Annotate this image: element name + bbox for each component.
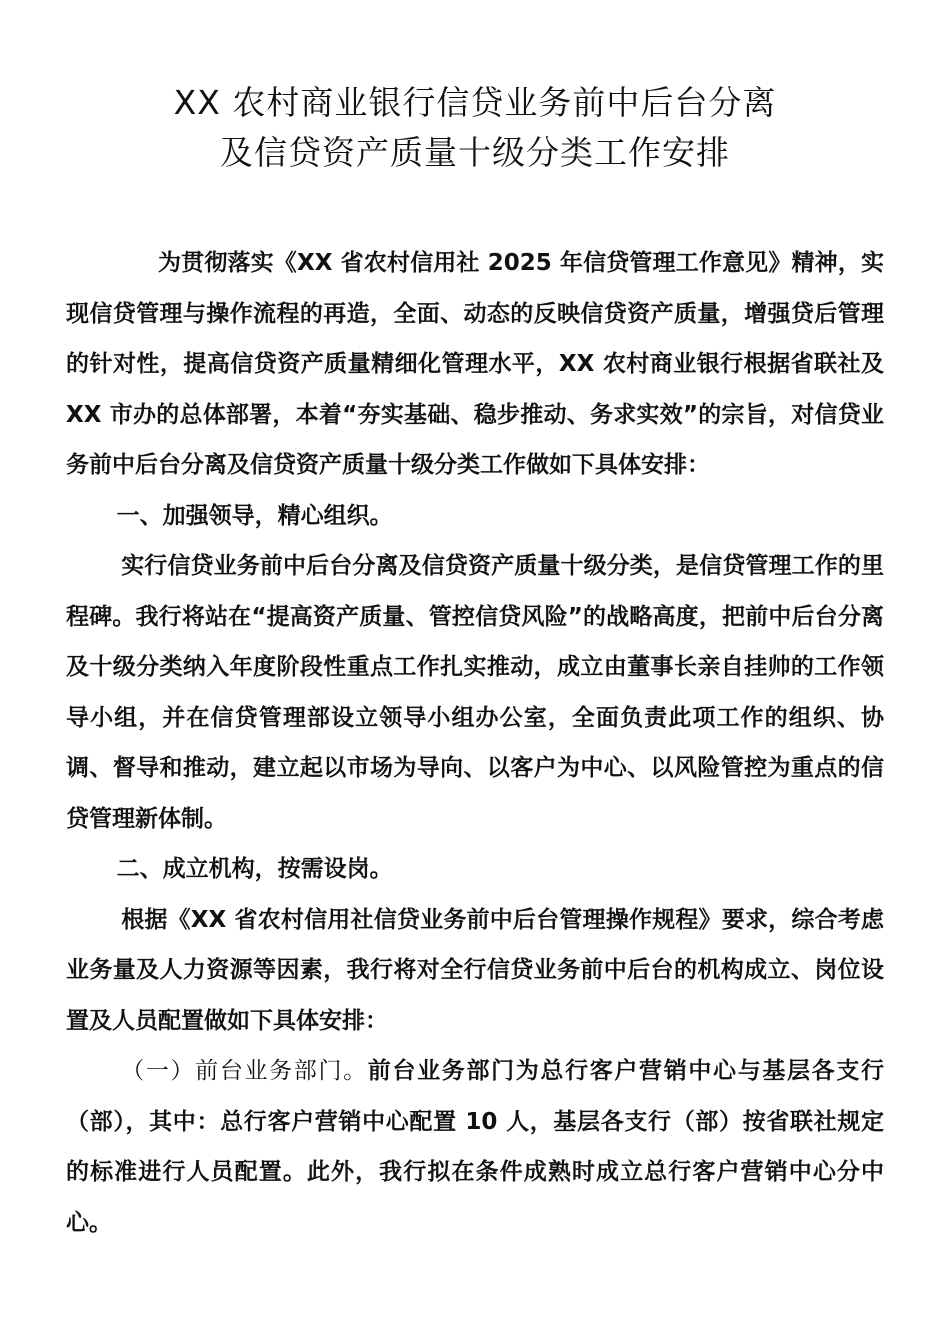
subsection-1-body: 前台业务部门为总行客户营销中心与基层各支行（部），其中：总行客户营销中心配置 10 人，基层各支行（部）按省联社规定的标准进行人员配置。此外，我行拟在条件成熟时成立总行客户营销中心分中心。 [66,1058,885,1236]
section-1-paragraph: 实行信贷业务前中后台分离及信贷资产质量十级分类，是信贷管理工作的里程碑。我行将站在“提高资产质量、管控信贷风险”的战略高度，把前中后台分离及十级分类纳入年度阶段性重点工作扎实推动，成立由董事长亲自挂帅的工作领导小组，并在信贷管理部设立领导小组办公室，全面负责此项工作的组织、协调、督导和推动，建立起以市场为导向、以客户为中心、以风险管控为重点的信贷管理新体制。 [66,553,884,832]
section-2-heading: 二、成立机构，按需设岗。 [116,856,393,882]
title-line-1: XX 农村商业银行信贷业务前中后台分离 [173,83,777,122]
section-1-heading: 一、加强领导，精心组织。 [116,502,393,529]
document-body [66,238,884,1248]
section-2-paragraph: 根据《XX 省农村信用社信贷业务前中后台管理操作规程》要求，综合考虑业务量及人力资源等因素，我行将对全行信贷业务前中后台的机构成立、岗位设置及人员配置做如下具体安排： [66,906,884,1034]
document-title [66,78,884,178]
title-line-2: 及信贷资产质量十级分类工作安排 [220,133,730,172]
subsection-1-lead: （一）前台业务部门。 [121,1058,368,1084]
subsection-1-paragraph [66,1046,884,1248]
intro-paragraph: 为贯彻落实《XX 省农村信用社 2025 年信贷管理工作意见》精神，实现信贷管理与操作流程的再造，全面、动态的反映信贷资产质量，增强贷后管理的针对性，提高信贷资产质量精细化管理水平，XX 农村商业银行根据省联社及 XX 市办的总体部署，本着“夯实基础、稳步推动、务求实效”的宗旨，对信贷业务前中后台分离及信贷资产质量十级分类工作做如下具体安排： [66,250,884,478]
